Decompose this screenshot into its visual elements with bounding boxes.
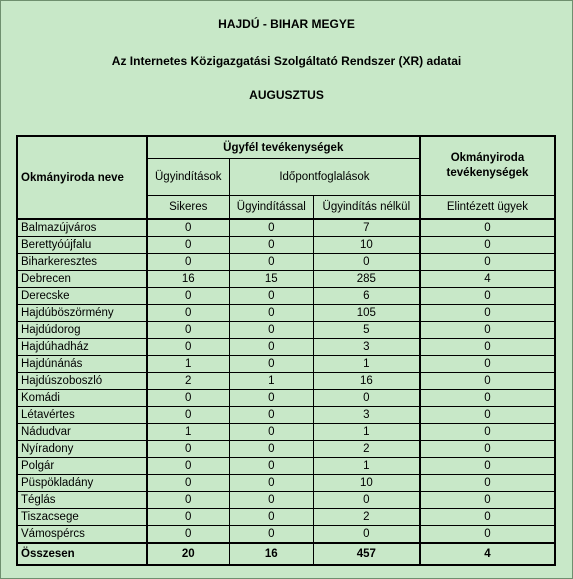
without-case-cell: 1 bbox=[313, 458, 420, 475]
without-case-cell: 5 bbox=[313, 322, 420, 339]
table-row bbox=[17, 305, 555, 322]
with-case-cell: 0 bbox=[229, 509, 313, 526]
with-case-cell: 0 bbox=[229, 407, 313, 424]
office-name-cell: Derecske bbox=[17, 288, 147, 305]
table-row bbox=[17, 475, 555, 492]
successful-cell: 0 bbox=[147, 322, 230, 339]
header-office-activities: Okmányiroda tevékenységek bbox=[420, 136, 555, 196]
without-case-cell: 3 bbox=[313, 339, 420, 356]
with-case-cell: 0 bbox=[229, 458, 313, 475]
table-row bbox=[17, 237, 555, 254]
completed-cases-cell: 0 bbox=[420, 254, 555, 271]
total-row bbox=[17, 543, 555, 565]
without-case-cell: 6 bbox=[313, 288, 420, 305]
table-row bbox=[17, 356, 555, 373]
completed-cases-cell: 0 bbox=[420, 219, 555, 237]
office-name-cell: Balmazújváros bbox=[17, 219, 147, 237]
completed-cases-cell: 0 bbox=[420, 322, 555, 339]
with-case-cell: 0 bbox=[229, 424, 313, 441]
successful-cell: 0 bbox=[147, 458, 230, 475]
table-row bbox=[17, 288, 555, 305]
with-case-cell: 0 bbox=[229, 356, 313, 373]
office-name-cell: Püspökladány bbox=[17, 475, 147, 492]
report-subtitle: Az Internetes Közigazgatási Szolgáltató Rendszer (XR) adatai bbox=[111, 54, 462, 68]
office-name-cell: Tiszacsege bbox=[17, 509, 147, 526]
office-name-cell: Berettyóújfalu bbox=[17, 237, 147, 254]
completed-cases-cell: 0 bbox=[420, 237, 555, 254]
table-row bbox=[17, 219, 555, 237]
total-with-case: 16 bbox=[229, 543, 313, 565]
office-name-cell: Biharkeresztes bbox=[17, 254, 147, 271]
successful-cell: 0 bbox=[147, 407, 230, 424]
successful-cell: 2 bbox=[147, 373, 230, 390]
successful-cell: 16 bbox=[147, 271, 230, 288]
successful-cell: 1 bbox=[147, 424, 230, 441]
office-name-cell: Hajdúdorog bbox=[17, 322, 147, 339]
table-row bbox=[17, 271, 555, 288]
with-case-cell: 1 bbox=[229, 373, 313, 390]
header-client-activities: Ügyfél tevékenységek bbox=[147, 136, 420, 159]
with-case-cell: 0 bbox=[229, 288, 313, 305]
office-name-cell: Debrecen bbox=[17, 271, 147, 288]
with-case-cell: 15 bbox=[229, 271, 313, 288]
table-row bbox=[17, 254, 555, 271]
without-case-cell: 3 bbox=[313, 407, 420, 424]
completed-cases-cell: 0 bbox=[420, 305, 555, 322]
with-case-cell: 0 bbox=[229, 305, 313, 322]
with-case-cell: 0 bbox=[229, 475, 313, 492]
header-without-case: Ügyindítás nélkül bbox=[313, 196, 420, 220]
without-case-cell: 1 bbox=[313, 424, 420, 441]
without-case-cell: 0 bbox=[313, 526, 420, 544]
with-case-cell: 0 bbox=[229, 219, 313, 237]
completed-cases-cell: 4 bbox=[420, 271, 555, 288]
with-case-cell: 0 bbox=[229, 526, 313, 544]
with-case-cell: 0 bbox=[229, 339, 313, 356]
office-name-cell: Komádi bbox=[17, 390, 147, 407]
header-completed-cases: Elintézett ügyek bbox=[420, 196, 555, 220]
successful-cell: 0 bbox=[147, 441, 230, 458]
completed-cases-cell: 0 bbox=[420, 356, 555, 373]
without-case-cell: 105 bbox=[313, 305, 420, 322]
without-case-cell: 285 bbox=[313, 271, 420, 288]
header-office-name: Okmányiroda neve bbox=[17, 136, 147, 219]
table-row bbox=[17, 424, 555, 441]
table-row bbox=[17, 509, 555, 526]
county-title: HAJDÚ - BIHAR MEGYE bbox=[218, 17, 355, 31]
month-title: AUGUSZTUS bbox=[249, 88, 324, 102]
without-case-cell: 10 bbox=[313, 237, 420, 254]
with-case-cell: 0 bbox=[229, 237, 313, 254]
office-name-cell: Nádudvar bbox=[17, 424, 147, 441]
header-with-case: Ügyindítással bbox=[229, 196, 313, 220]
office-name-cell: Hajdúböszörmény bbox=[17, 305, 147, 322]
office-name-cell: Hajdúhadház bbox=[17, 339, 147, 356]
completed-cases-cell: 0 bbox=[420, 526, 555, 544]
header-successful: Sikeres bbox=[147, 196, 230, 220]
successful-cell: 0 bbox=[147, 475, 230, 492]
with-case-cell: 0 bbox=[229, 390, 313, 407]
successful-cell: 0 bbox=[147, 254, 230, 271]
total-completed-cases: 4 bbox=[420, 543, 555, 565]
office-name-cell: Létavértes bbox=[17, 407, 147, 424]
table-row bbox=[17, 458, 555, 475]
completed-cases-cell: 0 bbox=[420, 492, 555, 509]
header-appointments: Időpontfoglalások bbox=[229, 159, 420, 196]
completed-cases-cell: 0 bbox=[420, 441, 555, 458]
successful-cell: 0 bbox=[147, 492, 230, 509]
with-case-cell: 0 bbox=[229, 322, 313, 339]
without-case-cell: 7 bbox=[313, 219, 420, 237]
successful-cell: 0 bbox=[147, 509, 230, 526]
successful-cell: 0 bbox=[147, 237, 230, 254]
office-name-cell: Hajdúnánás bbox=[17, 356, 147, 373]
total-label: Összesen bbox=[17, 543, 147, 565]
with-case-cell: 0 bbox=[229, 254, 313, 271]
successful-cell: 0 bbox=[147, 526, 230, 544]
table-row bbox=[17, 492, 555, 509]
without-case-cell: 0 bbox=[313, 390, 420, 407]
header-case-initiations: Ügyindítások bbox=[147, 159, 230, 196]
table-row bbox=[17, 373, 555, 390]
without-case-cell: 16 bbox=[313, 373, 420, 390]
table-row bbox=[17, 322, 555, 339]
table-row bbox=[17, 339, 555, 356]
successful-cell: 0 bbox=[147, 390, 230, 407]
office-name-cell: Polgár bbox=[17, 458, 147, 475]
completed-cases-cell: 0 bbox=[420, 424, 555, 441]
successful-cell: 1 bbox=[147, 356, 230, 373]
total-without-case: 457 bbox=[313, 543, 420, 565]
with-case-cell: 0 bbox=[229, 492, 313, 509]
completed-cases-cell: 0 bbox=[420, 288, 555, 305]
office-name-cell: Vámospércs bbox=[17, 526, 147, 544]
table-row bbox=[17, 526, 555, 544]
without-case-cell: 10 bbox=[313, 475, 420, 492]
completed-cases-cell: 0 bbox=[420, 339, 555, 356]
statistics-table bbox=[16, 135, 556, 566]
successful-cell: 0 bbox=[147, 288, 230, 305]
office-name-cell: Hajdúszoboszló bbox=[17, 373, 147, 390]
without-case-cell: 2 bbox=[313, 509, 420, 526]
completed-cases-cell: 0 bbox=[420, 509, 555, 526]
completed-cases-cell: 0 bbox=[420, 373, 555, 390]
completed-cases-cell: 0 bbox=[420, 475, 555, 492]
office-name-cell: Nyíradony bbox=[17, 441, 147, 458]
total-successful: 20 bbox=[147, 543, 230, 565]
successful-cell: 0 bbox=[147, 305, 230, 322]
successful-cell: 0 bbox=[147, 339, 230, 356]
office-name-cell: Téglás bbox=[17, 492, 147, 509]
table-row bbox=[17, 441, 555, 458]
completed-cases-cell: 0 bbox=[420, 407, 555, 424]
without-case-cell: 0 bbox=[313, 254, 420, 271]
table-row bbox=[17, 407, 555, 424]
without-case-cell: 1 bbox=[313, 356, 420, 373]
with-case-cell: 0 bbox=[229, 441, 313, 458]
without-case-cell: 2 bbox=[313, 441, 420, 458]
without-case-cell: 0 bbox=[313, 492, 420, 509]
successful-cell: 0 bbox=[147, 219, 230, 237]
completed-cases-cell: 0 bbox=[420, 390, 555, 407]
completed-cases-cell: 0 bbox=[420, 458, 555, 475]
table-row bbox=[17, 390, 555, 407]
